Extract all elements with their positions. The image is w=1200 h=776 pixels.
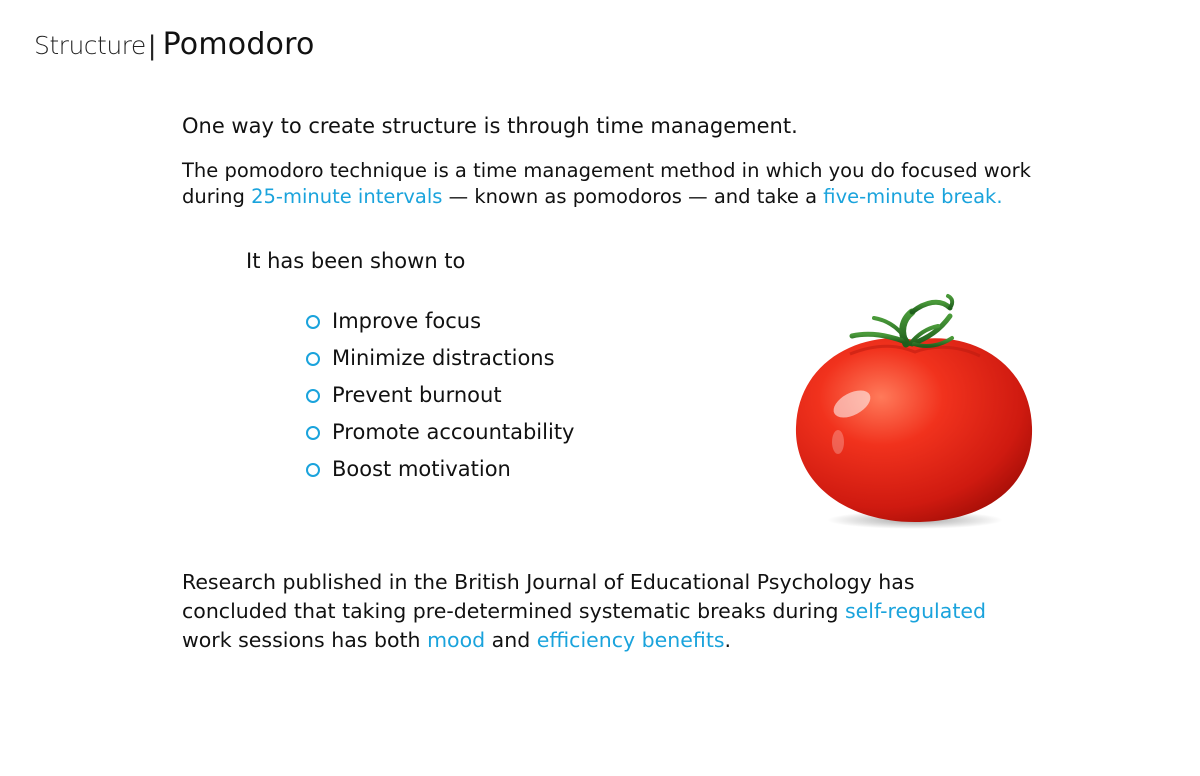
- list-item: [306, 339, 574, 376]
- highlight-break: five-minute break.: [823, 185, 1003, 208]
- list-item: [306, 413, 574, 450]
- benefit-label: Minimize distractions: [332, 345, 555, 370]
- circle-bullet-icon: [306, 352, 320, 366]
- section-label: Structure: [34, 31, 146, 60]
- benefit-label: Boost motivation: [332, 456, 511, 481]
- benefit-label: Improve focus: [332, 308, 482, 333]
- list-item: [306, 450, 574, 487]
- highlight-interval: 25-minute intervals: [251, 185, 443, 208]
- circle-bullet-icon: [306, 389, 320, 403]
- list-item: [306, 376, 574, 413]
- definition-text-2: — known as pomodoros — and take a: [442, 185, 824, 208]
- slide-title: [34, 27, 315, 62]
- definition-text-1: The pomodoro technique is a time management method in which you do focused work during: [182, 159, 1031, 208]
- shown-intro: It has been shown to: [246, 249, 466, 273]
- benefit-label: Prevent burnout: [332, 382, 502, 407]
- circle-bullet-icon: [306, 463, 320, 477]
- research-paragraph: [182, 568, 1022, 655]
- page-title: Pomodoro: [162, 27, 315, 62]
- tomato-body: [796, 338, 1032, 522]
- research-text-4: .: [724, 628, 732, 652]
- tomato-image: [790, 292, 1040, 532]
- research-text-3: and: [485, 628, 537, 652]
- research-text-2: work sessions has both: [182, 628, 428, 652]
- highlight-self-regulated: self-regulated: [844, 599, 986, 623]
- intro-text: One way to create structure is through time management.: [182, 114, 798, 138]
- benefit-label: Promote accountability: [332, 419, 575, 444]
- research-text-1: Research published in the British Journal of Educational Psychology has concluded that taking pre-determined systematic breaks during: [182, 570, 915, 623]
- highlight-efficiency: efficiency benefits: [536, 628, 725, 652]
- highlight-mood: mood: [427, 628, 486, 652]
- tomato-highlight-small: [832, 430, 844, 454]
- circle-bullet-icon: [306, 426, 320, 440]
- title-separator: |: [147, 31, 157, 61]
- circle-bullet-icon: [306, 315, 320, 329]
- definition-paragraph: [182, 158, 1042, 210]
- benefits-list: [306, 302, 574, 487]
- list-item: [306, 302, 574, 339]
